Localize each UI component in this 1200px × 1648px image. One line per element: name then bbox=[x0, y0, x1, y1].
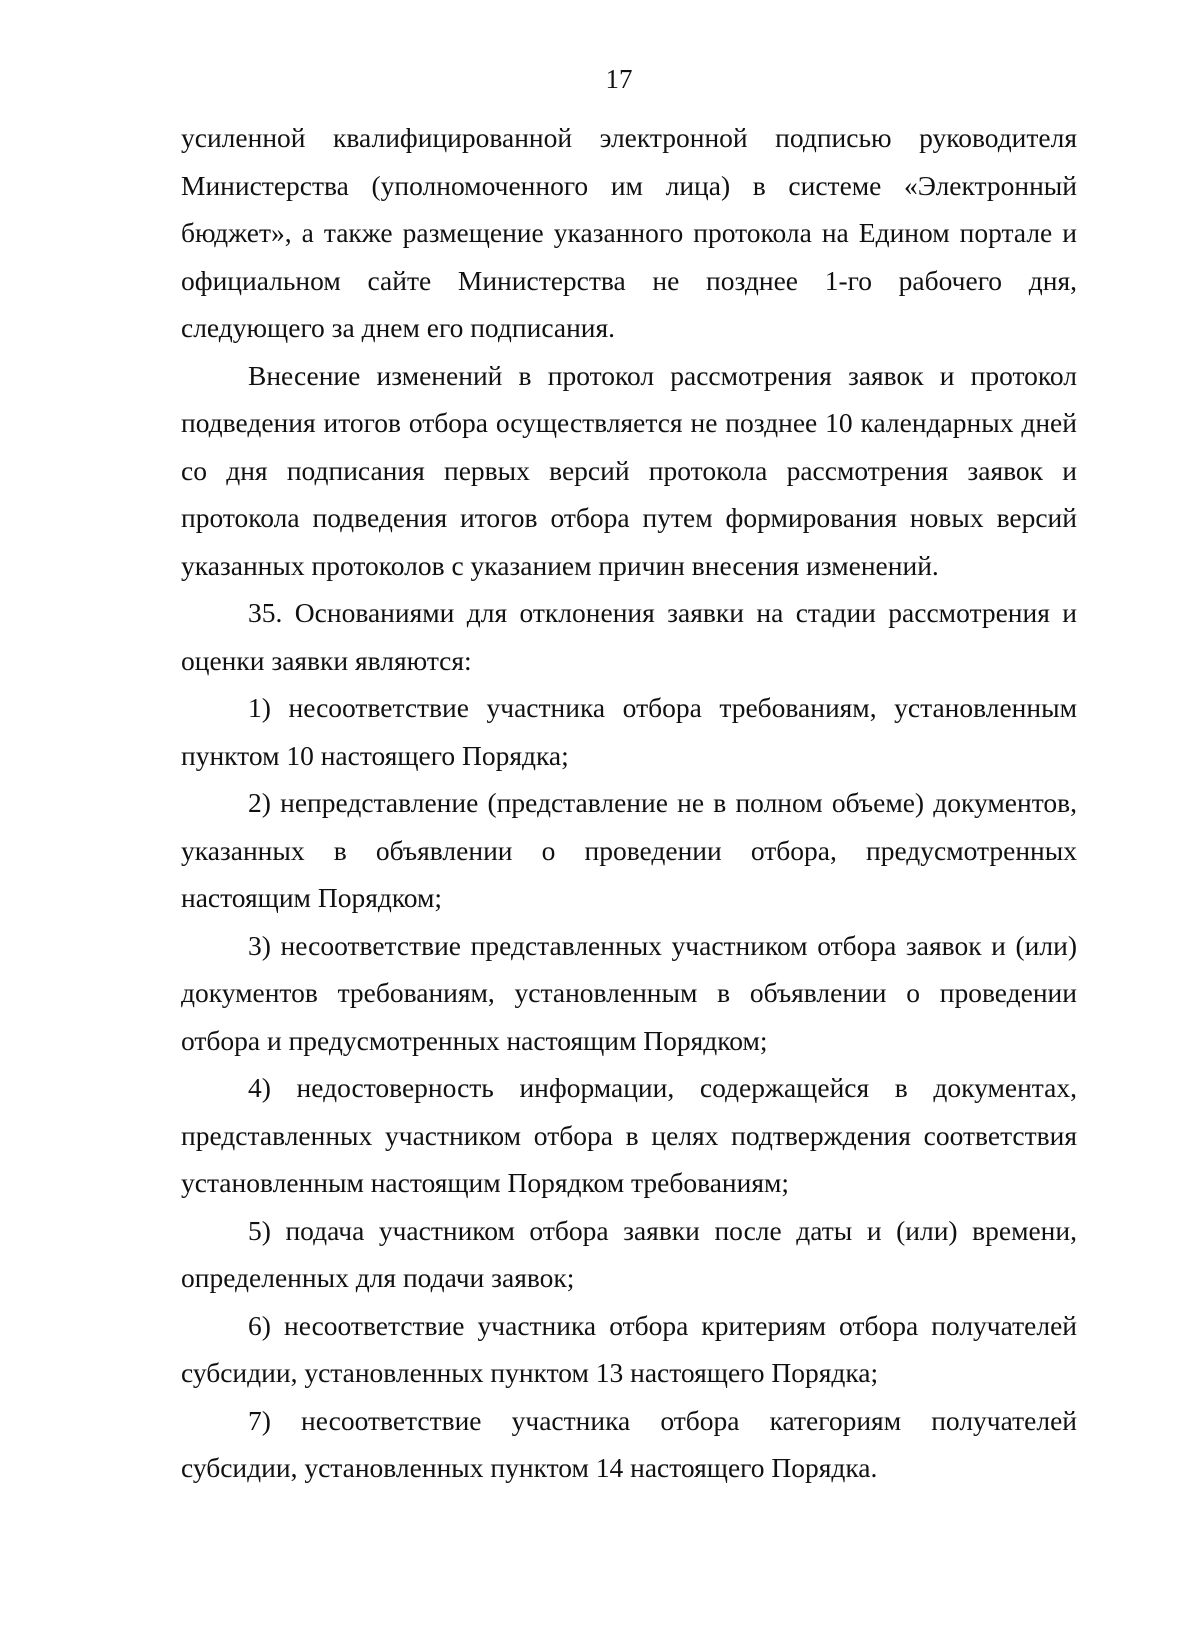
document-body bbox=[181, 114, 1077, 1492]
list-item-1: 1) несоответствие участника отбора требованиям, установленным пунктом 10 настоящего Порядка; bbox=[181, 692, 1077, 771]
paragraph-clause-35: 35. Основаниями для отклонения заявки на стадии рассмотрения и оценки заявки являются: bbox=[181, 597, 1077, 676]
list-item-5: 5) подача участником отбора заявки после даты и (или) времени, определенных для подачи заявок; bbox=[181, 1214, 1077, 1293]
paragraph-continuation: усиленной квалифицированной электронной подписью руководителя Министерства (уполномоченного им лица) в системе «Электронный бюджет», а также размещение указанного протокола на Едином портале и официальном сайте Министерства не позднее 1-го рабочего дня, следующего за днем его подписания. bbox=[181, 122, 1077, 343]
list-item-2: 2) непредставление (представление не в полном объеме) документов, указанных в объявлении о проведении отбора, предусмотренных настоящим Порядком; bbox=[181, 787, 1077, 913]
list-item-6: 6) несоответствие участника отбора критериям отбора получателей субсидии, установленных пунктом 13 настоящего Порядка; bbox=[181, 1309, 1077, 1388]
list-item-4: 4) недостоверность информации, содержащейся в документах, представленных участником отбора в целях подтверждения соответствия установленным настоящим Порядком требованиям; bbox=[181, 1072, 1077, 1198]
paragraph-protocol-changes: Внесение изменений в протокол рассмотрения заявок и протокол подведения итогов отбора осуществляется не позднее 10 календарных дней со дня подписания первых версий протокола рассмотрения заявок и протокола подведения итогов отбора путем формирования новых версий указанных протоколов с указанием причин внесения изменений. bbox=[181, 359, 1077, 581]
list-item-3: 3) несоответствие представленных участником отбора заявок и (или) документов требованиям, установленным в объявлении о проведении отбора и предусмотренных настоящим Порядком; bbox=[181, 929, 1077, 1056]
list-item-7: 7) несоответствие участника отбора категориям получателей субсидии, установленных пунктом 14 настоящего Порядка. bbox=[181, 1404, 1077, 1483]
page-number: 17 bbox=[605, 64, 633, 94]
